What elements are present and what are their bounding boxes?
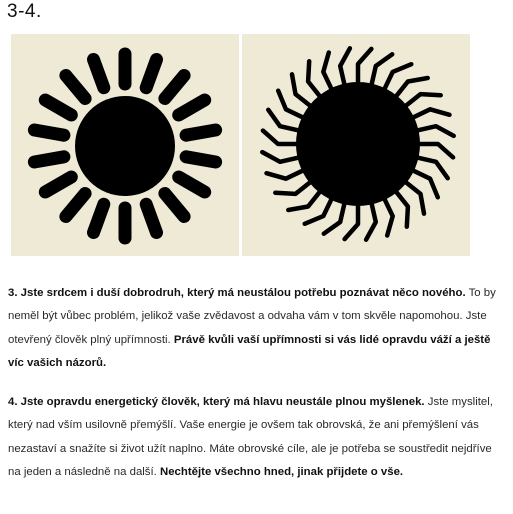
sun-ray <box>45 177 71 192</box>
sun-spike <box>278 91 306 119</box>
sun-spike <box>416 144 453 157</box>
paragraph-3-body: To by neměl být vůbec problém, jelikož vaše zvědavost a odvaha vám v tom skvěle napomohou. Jste otevřený člověk plný upřímnosti. <box>8 287 496 346</box>
sun-spike <box>323 53 333 92</box>
paragraph-3-intro: 3. Jste srdcem i duší dobrodruh, který má neustálou potřebu poznávat něco nového. <box>8 287 466 299</box>
sun-ray <box>66 76 85 99</box>
paragraph-4-body: Jste myslitel, který nad vším usilovně přemýšlí. Vaše energie je ovšem tak obrovská, že ani přemýšlení vás nezastaví a snažíte si život užít naplno. Máte obrovské cíle, ale je potřeba se soustředit nejdříve na jeden a následně na další. <box>8 396 493 478</box>
sun-rays-icon <box>11 34 239 256</box>
paragraph-4-intro: 4. Jste opravdu energetický člověk, který má hlavu neustále plnou myšlenek. <box>8 396 425 408</box>
sun-disc <box>75 96 175 196</box>
sun-rays-illustration <box>11 34 239 256</box>
sun-spike <box>383 64 411 92</box>
sun-spike <box>366 201 376 240</box>
sun-ray <box>45 100 71 115</box>
sun-ray <box>94 204 104 232</box>
sun-spike <box>340 48 350 87</box>
sun-ray <box>146 60 156 88</box>
section-number-heading: 3-4. <box>7 1 42 22</box>
sun-spike <box>383 196 393 235</box>
sun-spike <box>267 169 306 179</box>
spiky-sun-illustration <box>242 34 470 256</box>
sun-spike <box>275 180 312 194</box>
sun-ray <box>179 100 205 115</box>
sun-ray <box>34 130 64 135</box>
sun-spike <box>308 61 322 98</box>
sun-spike <box>410 109 449 119</box>
personality-paragraph-3 <box>8 282 504 375</box>
sun-spike <box>262 152 301 162</box>
spiky-sun-icon <box>242 34 470 256</box>
sun-ray <box>165 76 184 99</box>
sun-ray <box>186 130 216 135</box>
sun-spike <box>410 169 438 197</box>
sun-spike <box>403 94 440 108</box>
sun-ray <box>146 204 156 232</box>
sun-spike <box>394 189 408 226</box>
personality-paragraph-4 <box>8 391 504 484</box>
sun-spike <box>345 202 358 239</box>
sun-ray <box>94 60 104 88</box>
sun-ray <box>165 194 184 217</box>
paragraph-4-outro: Nechtějte všechno hned, jinak přijdete o vše. <box>160 465 404 478</box>
paragraph-3-outro: Právě kvůli vaší upřímnosti si vás lidé opravdu váží a ještě víc vašich názorů. <box>8 333 491 369</box>
sun-spike <box>305 196 333 224</box>
sun-ray <box>34 157 64 162</box>
sun-ray <box>179 177 205 192</box>
sun-spike <box>415 126 454 136</box>
sun-ray <box>66 194 85 217</box>
sun-disc <box>296 82 420 206</box>
sun-spike <box>358 49 371 86</box>
sun-spike <box>263 131 300 144</box>
sun-ray <box>186 157 216 162</box>
